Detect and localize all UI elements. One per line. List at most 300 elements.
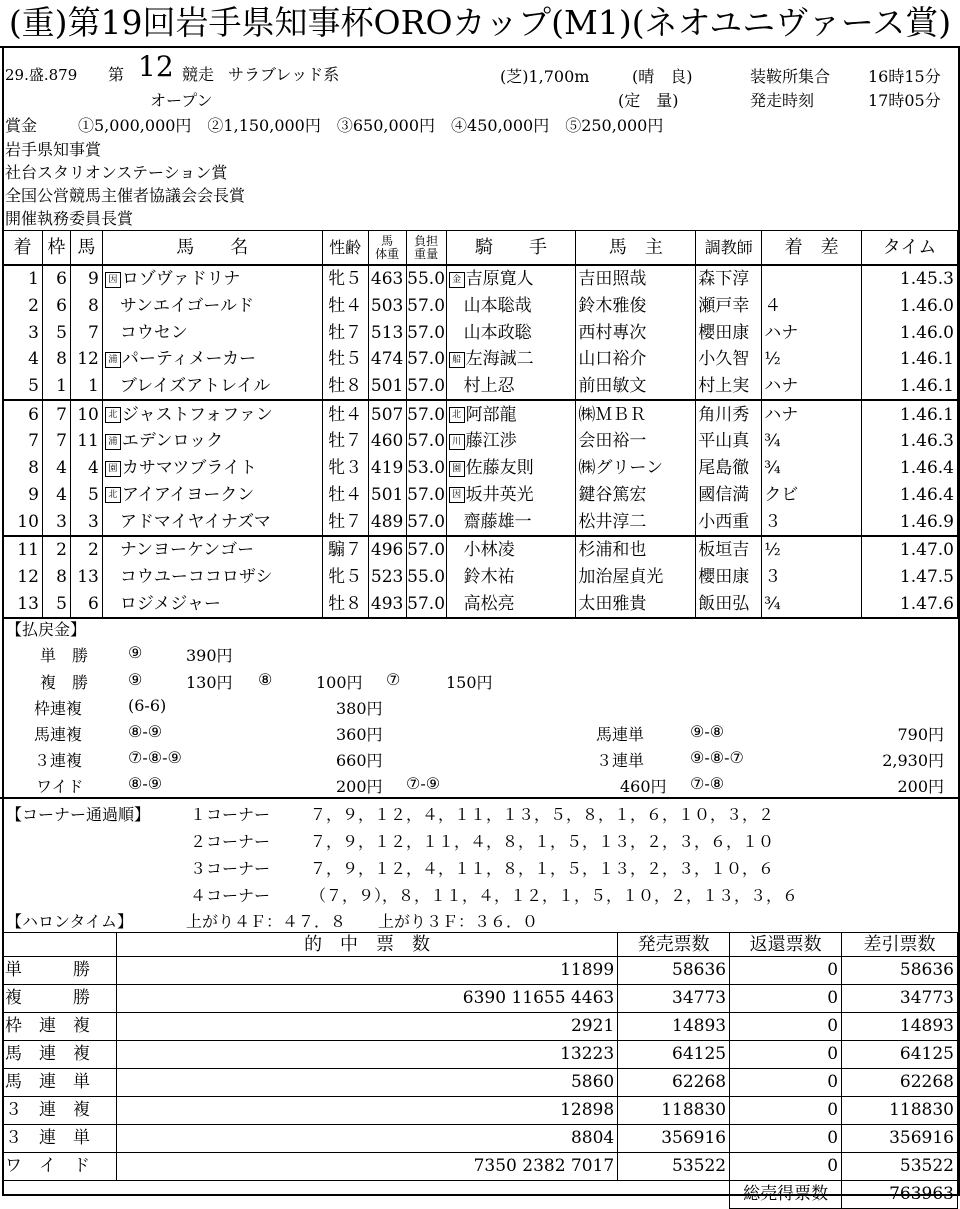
header-name: 馬 名 — [102, 231, 322, 266]
cell-waku: 3 — [42, 508, 70, 536]
cell-time: 1.46.1 — [862, 346, 958, 373]
umatan-label: 馬連単 — [596, 725, 645, 744]
cell-time: 1.47.0 — [862, 536, 958, 564]
cell-waku: 7 — [42, 400, 70, 428]
cell-waku: 4 — [42, 455, 70, 482]
cell-sexage: 牡７ — [322, 428, 368, 455]
horse-name: ブレイズアトレイル — [119, 376, 271, 397]
cell-sexage: 牡８ — [322, 373, 368, 401]
header-uma: 馬 — [70, 231, 102, 266]
votes-cell-sales: 58636 — [618, 957, 730, 985]
award-1: 岩手県知事賞 — [5, 140, 102, 159]
cell-margin: ½ — [762, 346, 862, 373]
umatan-amt: 790円 — [897, 725, 944, 744]
race-condition: (定 量) — [618, 91, 679, 110]
votes-row — [3, 1041, 958, 1069]
cell-name — [102, 536, 322, 564]
jockey-name: 齋藤雄一 — [463, 511, 532, 532]
header-burden: 負担 重量 — [406, 231, 446, 266]
cell-trainer: 小西重 — [696, 508, 762, 536]
horse-origin-mark — [105, 597, 119, 611]
corner-4-order: （７，９），８，１１，４，１２，１，５，１０，２，１３，３，６ — [310, 886, 799, 905]
jockey-origin-mark — [449, 326, 463, 340]
umatan-num: ⑨-⑧ — [690, 722, 725, 741]
waku-amt: 380円 — [336, 699, 383, 718]
cell-owner: ㈱グリーン — [576, 455, 696, 482]
jockey-origin-mark: 船 — [449, 352, 465, 368]
race-weather: (晴 良) — [632, 67, 693, 86]
votes-cell-net: 34773 — [842, 985, 958, 1013]
horse-origin-mark — [105, 570, 119, 584]
cell-sexage: 牡７ — [322, 319, 368, 346]
jockey-name: 阿部龍 — [465, 404, 517, 425]
header-jockey: 騎 手 — [446, 231, 576, 266]
fuku-a2: 100円 — [316, 673, 363, 692]
cell-time: 1.46.4 — [862, 482, 958, 509]
votes-cell-hit: 11899 — [116, 957, 617, 985]
wide-a1: 200円 — [336, 777, 383, 796]
jockey-origin-mark: 園 — [449, 461, 465, 477]
votes-cell-label: 馬 連 複 — [3, 1041, 117, 1069]
cell-margin: ¾ — [762, 428, 862, 455]
cell-jockey — [446, 508, 576, 536]
horse-name: ロジメジャー — [119, 593, 222, 614]
votes-cell-label: ３ 連 単 — [3, 1125, 117, 1153]
cell-trainer: 村上実 — [696, 373, 762, 401]
horse-origin-mark: 因 — [105, 272, 121, 288]
cell-owner: 鈴木雅俊 — [576, 293, 696, 320]
jockey-name: 吉原寛人 — [465, 269, 534, 290]
votes-cell-sales: 14893 — [618, 1013, 730, 1041]
cell-sexage: 牝５ — [322, 564, 368, 591]
cell-place: 2 — [3, 293, 43, 320]
votes-cell-refund: 0 — [730, 1041, 842, 1069]
corner-1-label: １コーナー — [190, 805, 271, 824]
cell-waku: 8 — [42, 564, 70, 591]
cell-jockey — [446, 455, 576, 482]
votes-cell-net: 356916 — [842, 1125, 958, 1153]
votes-total-label: 総売得票数 — [730, 1181, 842, 1209]
table-row — [3, 508, 958, 536]
corner-4-label: ４コーナー — [190, 886, 271, 905]
votes-cell-hit: 8804 — [116, 1125, 617, 1153]
votes-row — [3, 985, 958, 1013]
header-weight: 馬 体重 — [368, 231, 406, 266]
table-row — [3, 536, 958, 564]
jockey-origin-mark: 金 — [449, 272, 465, 288]
horse-origin-mark — [105, 380, 119, 394]
cell-waku: 6 — [42, 293, 70, 320]
cell-jockey — [446, 265, 576, 293]
cell-sexage: 牡４ — [322, 293, 368, 320]
votes-cell-refund: 0 — [730, 1069, 842, 1097]
waku-label: 枠連複 — [34, 699, 83, 718]
cell-weight: 501 — [368, 482, 406, 509]
tan-label: 単 勝 — [40, 646, 89, 665]
jockey-name: 山本政聡 — [463, 322, 532, 343]
votes-cell-net: 118830 — [842, 1097, 958, 1125]
wide-n3: ⑦-⑧ — [690, 774, 725, 793]
corner-1-order: ７，９，１２，４，１１，１３，５，８，１，６，１０，３，２ — [310, 805, 775, 824]
cell-burden: 57.0 — [406, 428, 446, 455]
table-row — [3, 346, 958, 373]
cell-sexage: 牡８ — [322, 590, 368, 618]
cell-jockey — [446, 536, 576, 564]
votes-cell-label: ワ イ ド — [3, 1153, 117, 1181]
jockey-origin-mark: 因 — [449, 487, 465, 503]
horse-name: コウセン — [119, 322, 188, 343]
cell-name — [102, 482, 322, 509]
cell-waku: 6 — [42, 265, 70, 293]
horse-name: カサマツブライト — [121, 458, 257, 479]
cell-jockey — [446, 346, 576, 373]
votes-cell-refund: 0 — [730, 1097, 842, 1125]
votes-cell-hit: 6390 11655 4463 — [116, 985, 617, 1013]
votes-row — [3, 1097, 958, 1125]
cell-owner: ㈱ＭＢＲ — [576, 400, 696, 428]
cell-waku: 8 — [42, 346, 70, 373]
page-title: (重)第19回岩手県知事杯OROカップ(M1)(ネオユニヴァース賞) — [8, 3, 952, 42]
cell-num: 6 — [70, 590, 102, 618]
header-waku: 枠 — [42, 231, 70, 266]
votes-cell-sales: 64125 — [618, 1041, 730, 1069]
cell-num: 13 — [70, 564, 102, 591]
votes-cell-sales: 118830 — [618, 1097, 730, 1125]
cell-margin: ４ — [762, 293, 862, 320]
fuku-a3: 150円 — [446, 673, 493, 692]
votes-total-row — [3, 1181, 958, 1209]
results-table — [2, 230, 958, 619]
cell-num: 5 — [70, 482, 102, 509]
table-row — [3, 400, 958, 428]
cell-name — [102, 373, 322, 401]
horse-name: コウユーココロザシ — [119, 566, 273, 587]
race-dai: 第 — [108, 65, 125, 84]
cell-time: 1.45.3 — [862, 265, 958, 293]
table-row — [3, 373, 958, 401]
payout-divider — [0, 797, 960, 799]
horse-origin-mark: 園 — [105, 461, 121, 477]
cell-weight: 496 — [368, 536, 406, 564]
cell-trainer: 飯田弘 — [696, 590, 762, 618]
cell-num: 10 — [70, 400, 102, 428]
cell-num: 4 — [70, 455, 102, 482]
horse-name: アドマイヤイナズマ — [119, 511, 271, 532]
cell-trainer: 小久智 — [696, 346, 762, 373]
cell-jockey — [446, 482, 576, 509]
horse-origin-mark: 浦 — [105, 434, 121, 450]
furlong-header: 【ハロンタイム】 — [6, 912, 134, 931]
votes-cell-net: 53522 — [842, 1153, 958, 1181]
votes-cell-sales: 53522 — [618, 1153, 730, 1181]
cell-jockey — [446, 564, 576, 591]
cell-num: 12 — [70, 346, 102, 373]
cell-owner: 太田雅貴 — [576, 590, 696, 618]
jockey-name: 坂井英光 — [465, 484, 534, 505]
cell-margin: ¾ — [762, 455, 862, 482]
cell-num: 2 — [70, 536, 102, 564]
cell-burden: 57.0 — [406, 373, 446, 401]
votes-cell-refund: 0 — [730, 957, 842, 985]
jockey-name: 小林凌 — [463, 540, 515, 561]
header-margin: 着 差 — [762, 231, 862, 266]
votes-cell-hit: 12898 — [116, 1097, 617, 1125]
cell-margin: ３ — [762, 564, 862, 591]
furlong-text: 上がり４Ｆ：４７．８ 上がり３Ｆ：３６．０ — [186, 912, 539, 931]
payout-header: 【払戻金】 — [6, 620, 87, 639]
cell-margin: ¾ — [762, 590, 862, 618]
votes-row — [3, 957, 958, 985]
cell-jockey — [446, 293, 576, 320]
cell-place: 12 — [3, 564, 43, 591]
cell-name — [102, 346, 322, 373]
horse-origin-mark — [105, 326, 119, 340]
cell-name — [102, 400, 322, 428]
cell-margin: ハナ — [762, 373, 862, 401]
votes-cell-sales: 34773 — [618, 985, 730, 1013]
race-breed: サラブレッド系 — [228, 65, 340, 84]
cell-owner: 山口裕介 — [576, 346, 696, 373]
cell-place: 7 — [3, 428, 43, 455]
cell-sexage: 騸７ — [322, 536, 368, 564]
horse-origin-mark: 浦 — [105, 352, 121, 368]
votes-table — [2, 932, 958, 1209]
cell-time: 1.47.5 — [862, 564, 958, 591]
votes-total-value: 763963 — [842, 1181, 958, 1209]
cell-trainer: 櫻田康 — [696, 319, 762, 346]
cell-weight: 513 — [368, 319, 406, 346]
table-row — [3, 428, 958, 455]
cell-place: 13 — [3, 590, 43, 618]
tan-num: ⑨ — [128, 643, 143, 662]
cell-owner: 杉浦和也 — [576, 536, 696, 564]
race-number: 12 — [138, 50, 174, 83]
jockey-name: 高松亮 — [463, 593, 515, 614]
prize-label: 賞金 — [5, 116, 38, 135]
waku-num: (6-6) — [128, 696, 167, 715]
race-code: 29.盛.879 — [5, 66, 78, 84]
cell-waku: 5 — [42, 590, 70, 618]
votes-row — [3, 1125, 958, 1153]
cell-name — [102, 319, 322, 346]
table-row — [3, 319, 958, 346]
cell-owner: 吉田照哉 — [576, 265, 696, 293]
wide-a2: 460円 — [620, 777, 667, 796]
wide-label: ワイド — [36, 777, 84, 796]
table-row — [3, 265, 958, 293]
award-3: 全国公営競馬主催者協議会会長賞 — [5, 186, 246, 205]
cell-time: 1.46.3 — [862, 428, 958, 455]
cell-waku: 5 — [42, 319, 70, 346]
fuku-n3: ⑦ — [386, 670, 401, 689]
award-4: 開催執務委員長賞 — [5, 209, 134, 228]
sanfuku-label: ３連複 — [34, 751, 83, 770]
cell-time: 1.46.0 — [862, 293, 958, 320]
cell-place: 3 — [3, 319, 43, 346]
cell-owner: 加治屋貞光 — [576, 564, 696, 591]
corner-3-label: ３コーナー — [190, 859, 271, 878]
votes-cell-refund: 0 — [730, 1125, 842, 1153]
cell-owner: 会田裕一 — [576, 428, 696, 455]
cell-weight: 419 — [368, 455, 406, 482]
votes-cell-hit: 7350 2382 7017 — [116, 1153, 617, 1181]
header-trainer: 調教師 — [696, 231, 762, 266]
table-row — [3, 482, 958, 509]
cell-num: 9 — [70, 265, 102, 293]
header-owner: 馬 主 — [576, 231, 696, 266]
sanfuku-amt: 660円 — [336, 751, 383, 770]
cell-place: 1 — [3, 265, 43, 293]
corner-2-order: ７，９，１２，１１，４，８，１，５，１３，２，３，６，１０ — [310, 832, 775, 851]
cell-weight: 501 — [368, 373, 406, 401]
votes-header-net: 差引票数 — [842, 933, 958, 957]
cell-time: 1.46.1 — [862, 400, 958, 428]
votes-cell-refund: 0 — [730, 985, 842, 1013]
cell-burden: 57.0 — [406, 346, 446, 373]
cell-sexage: 牡５ — [322, 346, 368, 373]
votes-cell-sales: 62268 — [618, 1069, 730, 1097]
cell-weight: 507 — [368, 400, 406, 428]
cell-weight: 523 — [368, 564, 406, 591]
cell-jockey — [446, 428, 576, 455]
votes-header-blank — [3, 933, 117, 957]
cell-time: 1.47.6 — [862, 590, 958, 618]
cell-num: 11 — [70, 428, 102, 455]
cell-sexage: 牝５ — [322, 265, 368, 293]
start-label: 発走時刻 — [750, 91, 815, 110]
race-kyoso: 競走 — [182, 65, 215, 84]
cell-trainer: 平山真 — [696, 428, 762, 455]
cell-margin: ３ — [762, 508, 862, 536]
votes-cell-label: 馬 連 単 — [3, 1069, 117, 1097]
horse-origin-mark — [105, 515, 119, 529]
cell-name — [102, 428, 322, 455]
votes-cell-net: 58636 — [842, 957, 958, 985]
jockey-origin-mark — [449, 544, 463, 558]
umaren-amt: 360円 — [336, 725, 383, 744]
jockey-name: 左海誠二 — [465, 349, 534, 370]
cell-burden: 57.0 — [406, 536, 446, 564]
gather-label: 装鞍所集合 — [750, 67, 831, 86]
cell-burden: 57.0 — [406, 319, 446, 346]
votes-cell-hit: 13223 — [116, 1041, 617, 1069]
cell-burden: 53.0 — [406, 455, 446, 482]
tan-amt: 390円 — [186, 646, 233, 665]
votes-cell-hit: 2921 — [116, 1013, 617, 1041]
cell-name — [102, 265, 322, 293]
fuku-n1: ⑨ — [128, 670, 143, 689]
cell-time: 1.46.9 — [862, 508, 958, 536]
cell-margin: ハナ — [762, 319, 862, 346]
corner-3-order: ７，９，１２，４，１１，８，１，５，１３，２，３，１０，６ — [310, 859, 775, 878]
votes-header-sales: 発売票数 — [618, 933, 730, 957]
votes-cell-label: 複 勝 — [3, 985, 117, 1013]
corner-2-label: ２コーナー — [190, 832, 271, 851]
votes-row — [3, 1069, 958, 1097]
cell-place: 6 — [3, 400, 43, 428]
cell-place: 11 — [3, 536, 43, 564]
jockey-origin-mark — [449, 570, 463, 584]
cell-jockey — [446, 590, 576, 618]
jockey-name: 藤江渉 — [465, 431, 517, 452]
jockey-name: 鈴木祐 — [463, 566, 515, 587]
cell-burden: 57.0 — [406, 482, 446, 509]
cell-num: 7 — [70, 319, 102, 346]
cell-name — [102, 293, 322, 320]
jockey-origin-mark: 北 — [449, 407, 465, 423]
jockey-name: 山本聡哉 — [463, 296, 532, 317]
cell-weight: 489 — [368, 508, 406, 536]
header-place: 着 — [3, 231, 43, 266]
cell-burden: 57.0 — [406, 293, 446, 320]
votes-cell-label: 単 勝 — [3, 957, 117, 985]
cell-trainer: 板垣吉 — [696, 536, 762, 564]
table-row — [3, 455, 958, 482]
santan-label: ３連単 — [596, 751, 645, 770]
cell-margin: ハナ — [762, 400, 862, 428]
results-header-row — [3, 231, 958, 266]
votes-header-hit: 的 中 票 数 — [116, 933, 617, 957]
cell-owner: 松井淳二 — [576, 508, 696, 536]
race-course: (芝)1,700m — [500, 67, 590, 86]
sanfuku-num: ⑦-⑧-⑨ — [128, 748, 182, 767]
horse-name: ジャストフォファン — [121, 404, 273, 425]
cell-sexage: 牡４ — [322, 400, 368, 428]
gather-time: 16時15分 — [868, 67, 941, 86]
race-class: オープン — [150, 91, 213, 110]
cell-burden: 57.0 — [406, 508, 446, 536]
horse-name: アイアイヨークン — [121, 484, 255, 505]
cell-margin: ½ — [762, 536, 862, 564]
cell-sexage: 牝３ — [322, 455, 368, 482]
jockey-origin-mark — [449, 380, 463, 394]
santan-amt: 2,930円 — [882, 751, 944, 770]
cell-waku: 2 — [42, 536, 70, 564]
horse-name: パーティメーカー — [121, 349, 257, 370]
cell-name — [102, 508, 322, 536]
fuku-n2: ⑧ — [258, 670, 273, 689]
table-row — [3, 590, 958, 618]
wide-n2: ⑦-⑨ — [406, 774, 441, 793]
wide-n1: ⑧-⑨ — [128, 774, 163, 793]
votes-cell-hit: 5860 — [116, 1069, 617, 1097]
cell-trainer: 森下淳 — [696, 265, 762, 293]
votes-row — [3, 1013, 958, 1041]
cell-name — [102, 564, 322, 591]
cell-jockey — [446, 373, 576, 401]
horse-name: ナンヨーケンゴー — [119, 540, 255, 561]
cell-trainer: 櫻田康 — [696, 564, 762, 591]
header-sexage: 性齢 — [322, 231, 368, 266]
cell-trainer: 瀬戸幸 — [696, 293, 762, 320]
jockey-origin-mark: 川 — [449, 434, 465, 450]
horse-name: ロゾヴァドリナ — [121, 269, 241, 290]
votes-cell-refund: 0 — [730, 1013, 842, 1041]
jockey-origin-mark — [449, 597, 463, 611]
cell-place: 8 — [3, 455, 43, 482]
votes-cell-net: 64125 — [842, 1041, 958, 1069]
cell-time: 1.46.0 — [862, 319, 958, 346]
cell-place: 9 — [3, 482, 43, 509]
cell-weight: 460 — [368, 428, 406, 455]
cell-place: 5 — [3, 373, 43, 401]
table-row — [3, 293, 958, 320]
cell-time: 1.46.4 — [862, 455, 958, 482]
cell-num: 8 — [70, 293, 102, 320]
horse-name: エデンロック — [121, 431, 224, 452]
jockey-name: 村上忍 — [463, 376, 515, 397]
cell-burden: 57.0 — [406, 590, 446, 618]
